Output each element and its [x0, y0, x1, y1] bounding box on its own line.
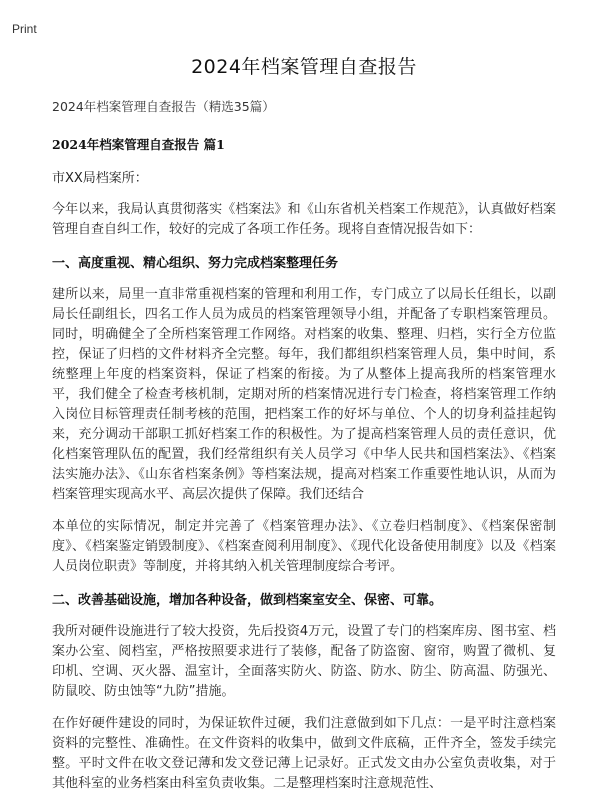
- salutation: 市XX局档案所：: [52, 171, 148, 186]
- section2-paragraph-1: 我所对硬件设施进行了较大投资，先后投资4万元，设置了专门的档案库房、图书室、档案办公室、阅档室，严格按照要求进行了装修，配备了防盗窗、窗帘，购置了微机、复印机、空调、灭火器、温室计，全面落实防火、防盗、防水、防尘、防高温、防强光、防鼠咬、防虫蚀等“九防”措施。: [52, 624, 556, 699]
- document-page: [52, 52, 556, 806]
- article-title: 2024年档案管理自查报告 篇1: [52, 137, 225, 152]
- document-subtitle: 2024年档案管理自查报告（精选35篇）: [52, 99, 275, 114]
- document-title: 2024年档案管理自查报告: [191, 56, 417, 78]
- intro-paragraph: 今年以来，我局认真贯彻落实《档案法》和《山东省机关档案工作规范》，认真做好档案管理自查自纠工作，较好的完成了各项工作任务。现将自查情况报告如下：: [52, 202, 556, 237]
- section1-paragraph-1: 建所以来，局里一直非常重视档案的管理和利用工作，专门成立了以局长任组长，以副局长任副组长，四名工作人员为成员的档案管理领导小组，并配备了专职档案管理员。同时，明确健全了全所档案管理工作网络。对档案的收集、整理、归档，实行全方位监控，保证了归档的文件材料齐全完整。每年，我们都组织档案管理人员，集中时间，系统整理上年度的档案资料，保证了档案的衔接。为了从整体上提高我所的档案管理水平，我们健全了检查考核机制，定期对所的档案情况进行专门检查，将档案管理工作纳入岗位目标管理责任制考核的范围，把档案工作的好坏与单位、个人的切身利益挂起钩来，充分调动干部职工抓好档案工作的积极性。为了提高档案管理人员的责任意识，优化档案管理队伍的配置，我们经常组织有关人员学习《中华人民共和国档案法》、《档案法实施办法》、《山东省档案条例》等档案法规，提高对档案工作重要性地认识，从而为档案管理实现高水平、高层次提供了保障。我们还结合: [52, 287, 556, 502]
- section1-paragraph-2: 本单位的实际情况，制定并完善了《档案管理办法》、《立卷归档制度》、《档案保密制度》、《档案鉴定销毁制度》、《档案查阅利用制度》、《现代化设备使用制度》以及《档案人员岗位职责》等制度，并将其纳入机关管理制度综合考评。: [52, 519, 556, 574]
- section-heading-1: 一、高度重视、精心组织、努力完成档案整理任务: [52, 256, 339, 271]
- section-heading-2: 二、改善基础设施，增加各种设备，做到档案室安全、保密、可靠。: [52, 593, 443, 608]
- print-link[interactable]: Print: [12, 22, 37, 36]
- section2-paragraph-2: 在作好硬件建设的同时，为保证软件过硬，我们注意做到如下几点：一是平时注意档案资料的完整性、准确性。在文件资料的收集中，做到文件底稿，正件齐全，签发手续完整。平时文件在收文登记薄和发文登记薄上记录好。正式发文由办公室负责收集，对于其他科室的业务档案由科室负责收集。二是整理档案时注意规范性、: [52, 716, 556, 791]
